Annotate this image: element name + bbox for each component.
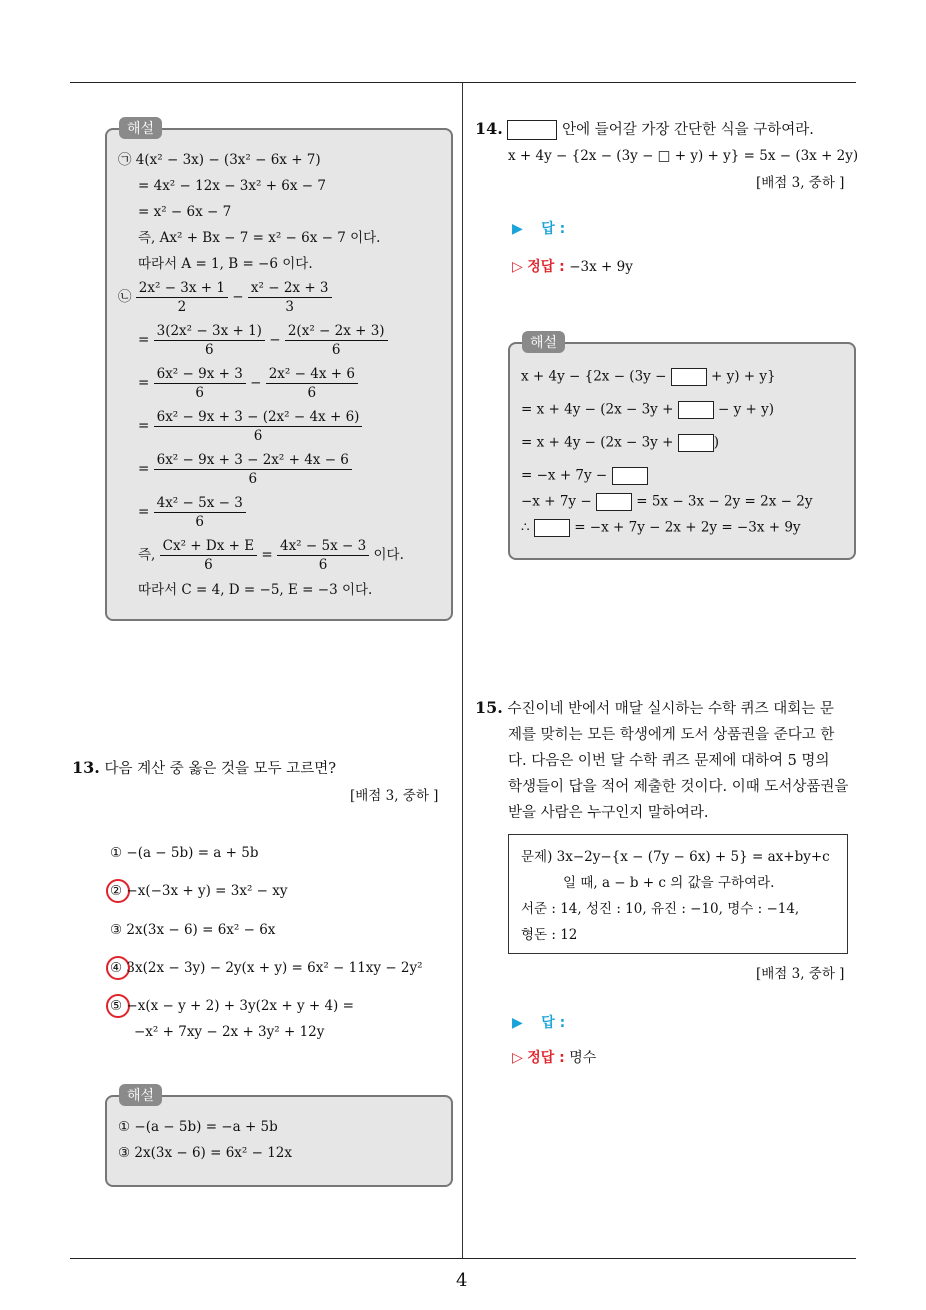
sol-line: 따라서 C = 4, D = −5, E = −3 이다. — [138, 582, 373, 598]
blank-box — [671, 368, 707, 386]
frac-den: 3 — [285, 299, 294, 315]
frac-den: 6 — [204, 557, 213, 573]
sol-line: = 4x² − 12x − 3x² + 6x − 7 — [138, 178, 326, 194]
sol-frac-row: = $\frac{\text{3(2x² − 3x + 1)}}{6}$ − $\frac{\text{2(x² − 2x + 3)}}{6}$ — [138, 323, 388, 358]
correct-value: −3x + 9y — [569, 259, 633, 275]
sol-line: 즉, Ax² + Bx − 7 = x² − 6x − 7 이다. — [138, 230, 381, 246]
fraction — [160, 538, 257, 573]
q15-correct-row — [512, 1047, 596, 1067]
frac-num: x² − 2x + 3 — [248, 280, 332, 298]
q14-number: 14. — [475, 119, 503, 138]
q13-option-3[interactable]: ③ 2x(3x − 6) = 6x² − 6x — [110, 922, 276, 938]
sol-frac-row: = $\frac{\text{6x² − 9x + 3 − 2x² + 4x − 6}}{6}$ — [138, 452, 352, 487]
frac-den: 2 — [177, 299, 187, 315]
q13-option-5-cont: −x² + 7xy − 2x + 3y² + 12y — [134, 1024, 325, 1040]
sol-text: ) — [713, 434, 719, 451]
q14-question — [475, 120, 814, 140]
top-rule — [70, 82, 856, 83]
sol-text: ∴ — [521, 519, 530, 536]
frac-num: 4x² − 5x − 3 — [154, 495, 246, 513]
q14-sol-line — [521, 401, 774, 419]
play-icon: ▶ — [512, 221, 523, 237]
play-icon: ▶ — [512, 1015, 523, 1031]
frac-num: 2x² − 3x + 1 — [136, 280, 228, 298]
fraction — [154, 366, 246, 401]
correct-label: 정답 : — [527, 259, 565, 275]
q13-score: [배점 3, 중하 ] — [350, 788, 439, 804]
sol-line: = x² − 6x − 7 — [138, 204, 232, 220]
sol-text: −x + 7y − — [521, 493, 592, 510]
sol-text: = −x + 7y − — [521, 467, 608, 484]
q14-sol-line — [521, 519, 801, 537]
bottom-rule — [70, 1258, 856, 1259]
q14-score: [배점 3, 중하 ] — [756, 175, 845, 191]
sol-line: ㉠ 4(x² − 3x) − (3x² − 6x + 7) — [118, 152, 321, 168]
q15-question — [475, 695, 860, 826]
sol-frac-row: = $\frac{\text{6x² − 9x + 3 − (2x² − 4x + 6)}}{6}$ — [138, 409, 362, 444]
q13-solution-box — [105, 1095, 453, 1187]
sol-text: + y) + y} — [710, 368, 776, 385]
frac-den: 6 — [307, 385, 317, 401]
q15-text-line: 제를 맞히는 모든 학생에게 도서 상품권을 준다고 한 — [508, 727, 835, 743]
page-number: 4 — [456, 1270, 468, 1291]
sol-text: − y + y) — [718, 401, 775, 418]
q13-option-4[interactable]: ④ 3x(2x − 3y) − 2y(x + y) = 6x² − 11xy − 2y² — [110, 960, 423, 976]
q14-sol-line — [521, 434, 719, 452]
q14-correct-row — [512, 256, 633, 276]
frac-num: 2(x² − 2x + 3) — [285, 323, 388, 341]
frac-num: Cx² + Dx + E — [160, 538, 257, 556]
q15-text-line: 수진이네 반에서 매달 실시하는 수학 퀴즈 대회는 문 — [507, 701, 834, 717]
sol-text: 이다. — [373, 547, 404, 563]
q14-text: 안에 들어갈 가장 간단한 식을 구하여라. — [562, 122, 814, 138]
fraction — [285, 323, 388, 358]
triangle-icon: ▷ — [512, 259, 523, 275]
q15-text-line: 학생들이 답을 적어 제출한 것이다. 이때 도서상품권을 — [508, 779, 849, 795]
answer-label: 답 : — [541, 221, 566, 237]
sol-line: 따라서 A = 1, B = −6 이다. — [138, 256, 313, 272]
frac-num: 4x² − 5x − 3 — [277, 538, 369, 556]
q13-sol-line: ① −(a − 5b) = −a + 5b — [118, 1119, 278, 1135]
blank-box — [612, 467, 648, 485]
problem-line: 문제) 3x−2y−{x − (7y − 6x) + 5} = ax+by+c — [521, 849, 830, 865]
frac-num: 2x² − 4x + 6 — [266, 366, 358, 384]
q13-text: 다음 계산 중 옳은 것을 모두 고르면? — [104, 761, 336, 777]
sol-text: = x + 4y − (2x − 3y + — [521, 401, 674, 418]
sol-text: = x + 4y − (2x − 3y + — [521, 434, 674, 451]
q13-question — [72, 760, 336, 777]
sol-text: = 5x − 3x − 2y = 2x − 2y — [636, 493, 813, 510]
frac-den: 6 — [248, 471, 258, 487]
blank-box — [678, 401, 714, 419]
fraction — [154, 495, 246, 530]
fraction — [136, 280, 228, 315]
frac-num: 6x² − 9x + 3 — [154, 366, 246, 384]
solution-tag: 해설 — [119, 117, 162, 139]
fraction — [154, 323, 265, 358]
q13-option-1[interactable]: ① −(a − 5b) = a + 5b — [110, 845, 259, 861]
q15-number: 15. — [475, 698, 503, 717]
q14-equation: x + 4y − {2x − (3y − □ + y) + y} = 5x − (3x + 2y) — [508, 148, 859, 164]
q15-text-line: 받을 사람은 누구인지 말하여라. — [508, 805, 709, 821]
problem-line: 형돈 : 12 — [521, 927, 578, 943]
frac-den: 6 — [204, 342, 214, 358]
frac-den: 6 — [253, 428, 263, 444]
solution-tag: 해설 — [119, 1084, 162, 1106]
problem-line: 서준 : 14, 성진 : 10, 유진 : −10, 명수 : −14, — [521, 901, 800, 917]
sol-frac-row: ㉡ $\frac{\text{2x² − 3x + 1}}{2}$ − $\frac{\text{x² − 2x + 3}}{3}$ — [118, 280, 332, 315]
frac-den: 6 — [195, 514, 204, 530]
frac-num: 6x² − 9x + 3 − 2x² + 4x − 6 — [154, 452, 352, 470]
q14-sol-line — [521, 467, 648, 485]
fraction — [154, 452, 352, 487]
sol-frac-row: = $\frac{\text{6x² − 9x + 3}}{6}$ − $\frac{\text{2x² − 4x + 6}}{6}$ — [138, 366, 358, 401]
fraction — [277, 538, 369, 573]
solution-tag: 해설 — [522, 331, 565, 353]
frac-den: 6 — [195, 385, 204, 401]
sol-text: = −x + 7y − 2x + 2y = −3x + 9y — [574, 519, 801, 536]
q14-sol-line — [521, 493, 812, 511]
blank-box — [678, 434, 714, 452]
q13-number: 13. — [72, 758, 100, 777]
blank-box — [507, 120, 557, 140]
correct-label: 정답 : — [527, 1050, 565, 1066]
blank-box — [534, 519, 570, 537]
blank-box — [596, 493, 632, 511]
q14-sol-line — [521, 368, 776, 386]
column-divider — [462, 83, 463, 1259]
q15-text-line: 다. 다음은 이번 달 수학 퀴즈 문제에 대하여 5 명의 — [508, 753, 830, 769]
triangle-icon: ▷ — [512, 1050, 523, 1066]
sol-text: x + 4y − {2x − (3y − — [521, 368, 667, 385]
fraction — [248, 280, 332, 315]
q14-answer-row[interactable] — [512, 218, 565, 238]
q15-answer-row[interactable] — [512, 1012, 565, 1032]
q13-option-5[interactable]: ⑤ −x(x − y + 2) + 3y(2x + y + 4) = — [110, 998, 354, 1014]
circled-b: ㉡ — [118, 289, 132, 305]
q13-option-2[interactable]: ② −x(−3x + y) = 3x² − xy — [110, 883, 288, 899]
fraction — [266, 366, 358, 401]
frac-num: 6x² − 9x + 3 − (2x² − 4x + 6) — [154, 409, 363, 427]
frac-den: 6 — [318, 557, 328, 573]
frac-num: 3(2x² − 3x + 1) — [154, 323, 265, 341]
fraction — [154, 409, 363, 444]
problem-line: 일 때, a − b + c 의 값을 구하여라. — [563, 875, 775, 891]
q15-score: [배점 3, 중하 ] — [756, 966, 845, 982]
sol-text: 즉, — [138, 547, 156, 563]
sol-frac-row: 즉, $\frac{\text{Cx² + Dx + E}}{6}$ = $\frac{\text{4x² − 5x − 3}}{6}$ 이다. — [138, 538, 404, 573]
q13-sol-line: ③ 2x(3x − 6) = 6x² − 12x — [118, 1145, 293, 1161]
frac-den: 6 — [331, 342, 341, 358]
answer-label: 답 : — [541, 1015, 566, 1031]
correct-value: 명수 — [569, 1050, 597, 1066]
sol-frac-row: = $\frac{\text{4x² − 5x − 3}}{6}$ — [138, 495, 246, 530]
